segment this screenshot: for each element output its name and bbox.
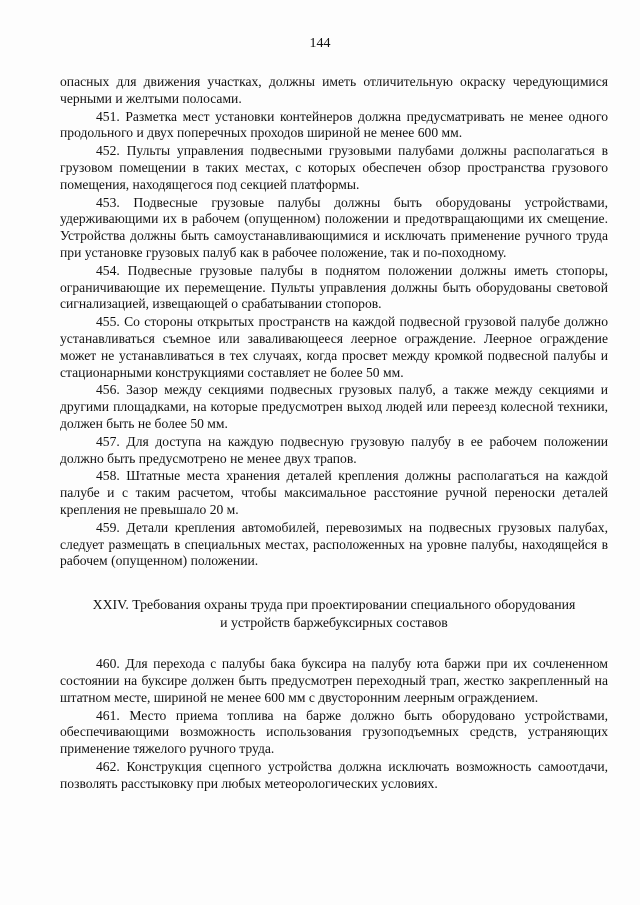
paragraph-459: 459. Детали крепления автомобилей, перевозимых на подвесных грузовых палубах, следует размещать в специальных местах, расположенных на уровне палубы, находящейся в рабочем (опущенном) положении. <box>60 519 608 569</box>
paragraph-455: 455. Со стороны открытых пространств на каждой подвесной грузовой палубе должно устанавливаться съемное или заваливающееся леерное ограждение. Леерное ограждение может не устанавливаться в тех случаях, когда просвет между кромкой подвесной палубы и стационарными конструкциями составляет не более 50 мм. <box>60 314 608 380</box>
paragraph-452: 452. Пульты управления подвесными грузовыми палубами должны располагаться в грузовом помещении в таких местах, с которых обеспечен обзор пространства грузового помещения, находящегося под секцией платформы. <box>60 143 608 192</box>
paragraph-460: 460. Для перехода с палубы бака буксира на палубу юта баржи при их сочлененном состоянии на буксире должен быть предусмотрен переходный трап, жестко закрепленный на штатном месте, шириной не менее 600 мм с двусторонним леерным ограждением. <box>60 656 608 705</box>
paragraph-451: 451. Разметка мест установки контейнеров должна предусматривать не менее одного продольного и двух поперечных проходов шириной не менее 600 мм. <box>60 108 608 141</box>
paragraph-458: 458. Штатные места хранения деталей крепления должны располагаться на каждой палубе и с таким расчетом, чтобы максимальное расстояние ручной переноски деталей крепления не превышало 20 м. <box>60 468 608 517</box>
page-number: 144 <box>309 36 331 51</box>
paragraph-continuation: опасных для движения участках, должны иметь отличительную окраску чередующимися черными и желтыми полосами. <box>60 74 608 106</box>
section-heading: XXIV. Требования охраны труда при проектировании специального оборудования и устройств баржебуксирных составов <box>92 597 576 631</box>
paragraph-453: 453. Подвесные грузовые палубы должны быть оборудованы устройствами, удерживающими их в рабочем (опущенном) положении и предотвращающими их смещение. Устройства должны быть самоустанавливающимися и исключать применение ручного труда при установке грузовых палуб как в рабочее положение, так и по-походному. <box>60 194 608 260</box>
paragraph-457: 457. Для доступа на каждую подвесную грузовую палубу в ее рабочем положении должно быть предусмотрено не менее двух трапов. <box>60 433 608 466</box>
paragraph-461: 461. Место приема топлива на барже должно быть оборудовано устройствами, обеспечивающими возможность использования грузоподъемных средств, устраняющих применение тяжелого ручного труда. <box>60 707 608 757</box>
paragraph-456: 456. Зазор между секциями подвесных грузовых палуб, а также между секциями и другими площадками, на которые предусмотрен выход людей или переезд колесной техники, должен быть не более 50 мм. <box>60 382 608 431</box>
paragraph-462: 462. Конструкция сцепного устройства должна исключать возможность самоотдачи, позволять расстыковку при любых метеорологических условиях. <box>60 758 608 791</box>
paragraph-454: 454. Подвесные грузовые палубы в поднятом положении должны иметь стопоры, ограничивающие их перемещение. Пульты управления должны быть оборудованы световой сигнализацией, извещающей о срабатывании стопоров. <box>60 262 608 312</box>
page-content <box>60 74 608 793</box>
